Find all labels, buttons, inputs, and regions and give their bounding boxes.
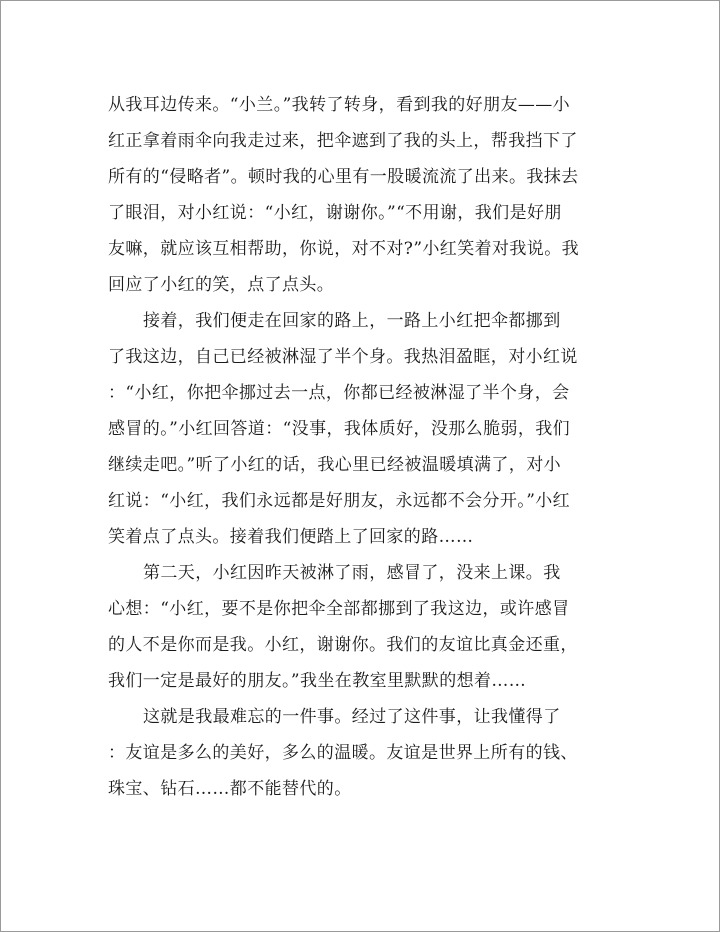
text-line: 感冒的。”小红回答道：“没事，我体质好，没那么脆弱，我们 bbox=[108, 419, 571, 439]
text-line: 笑着点了点头。接着我们便踏上了回家的路…… bbox=[108, 527, 474, 547]
paragraph bbox=[108, 699, 608, 807]
text-line: 了我这边，自己已经被淋湿了半个身。我热泪盈眶，对小红说 bbox=[108, 347, 578, 367]
text-line: 的人不是你而是我。小红，谢谢你。我们的友谊比真金还重， bbox=[108, 635, 578, 655]
text-line: 从我耳边传来。“小兰。”我转了转身，看到我的好朋友——小 bbox=[108, 95, 571, 115]
text-line: 心想：“小红，要不是你把伞全部都挪到了我这边，或许感冒 bbox=[108, 599, 570, 619]
text-line: 红正拿着雨伞向我走过来，把伞遮到了我的头上，帮我挡下了 bbox=[108, 131, 578, 151]
text-line: 第二天，小红因昨天被淋了雨，感冒了，没来上课。我 bbox=[143, 563, 561, 583]
text-line: 我们一定是最好的朋友。”我坐在教室里默默的想着…… bbox=[108, 671, 527, 691]
paragraph bbox=[108, 87, 608, 303]
paragraph bbox=[108, 303, 608, 555]
text-line: 这就是我最难忘的一件事。经过了这件事，让我懂得了 bbox=[143, 707, 561, 727]
document-body bbox=[108, 87, 608, 807]
text-line: 回应了小红的笑，点了点头。 bbox=[108, 275, 335, 295]
text-line: 珠宝、钻石……都不能替代的。 bbox=[108, 779, 352, 799]
text-line: 了眼泪，对小红说：“小红，谢谢你。”“不用谢，我们是好朋 bbox=[108, 203, 562, 223]
text-line: 继续走吧。”听了小红的话，我心里已经被温暖填满了，对小 bbox=[108, 455, 561, 475]
text-line: ：友谊是多么的美好，多么的温暖。友谊是世界上所有的钱、 bbox=[108, 743, 578, 763]
text-line: 友嘛，就应该互相帮助，你说，对不对?”小红笑着对我说。我 bbox=[108, 239, 580, 259]
text-line: ：“小红，你把伞挪过去一点，你都已经被淋湿了半个身，会 bbox=[108, 383, 570, 403]
text-line: 接着，我们便走在回家的路上，一路上小红把伞都挪到 bbox=[143, 311, 561, 331]
text-line: 红说：“小红，我们永远都是好朋友，永远都不会分开。”小红 bbox=[108, 491, 571, 511]
paragraph bbox=[108, 555, 608, 699]
text-line: 所有的“侵略者”。顿时我的心里有一股暖流流了出来。我抹去 bbox=[108, 167, 579, 187]
